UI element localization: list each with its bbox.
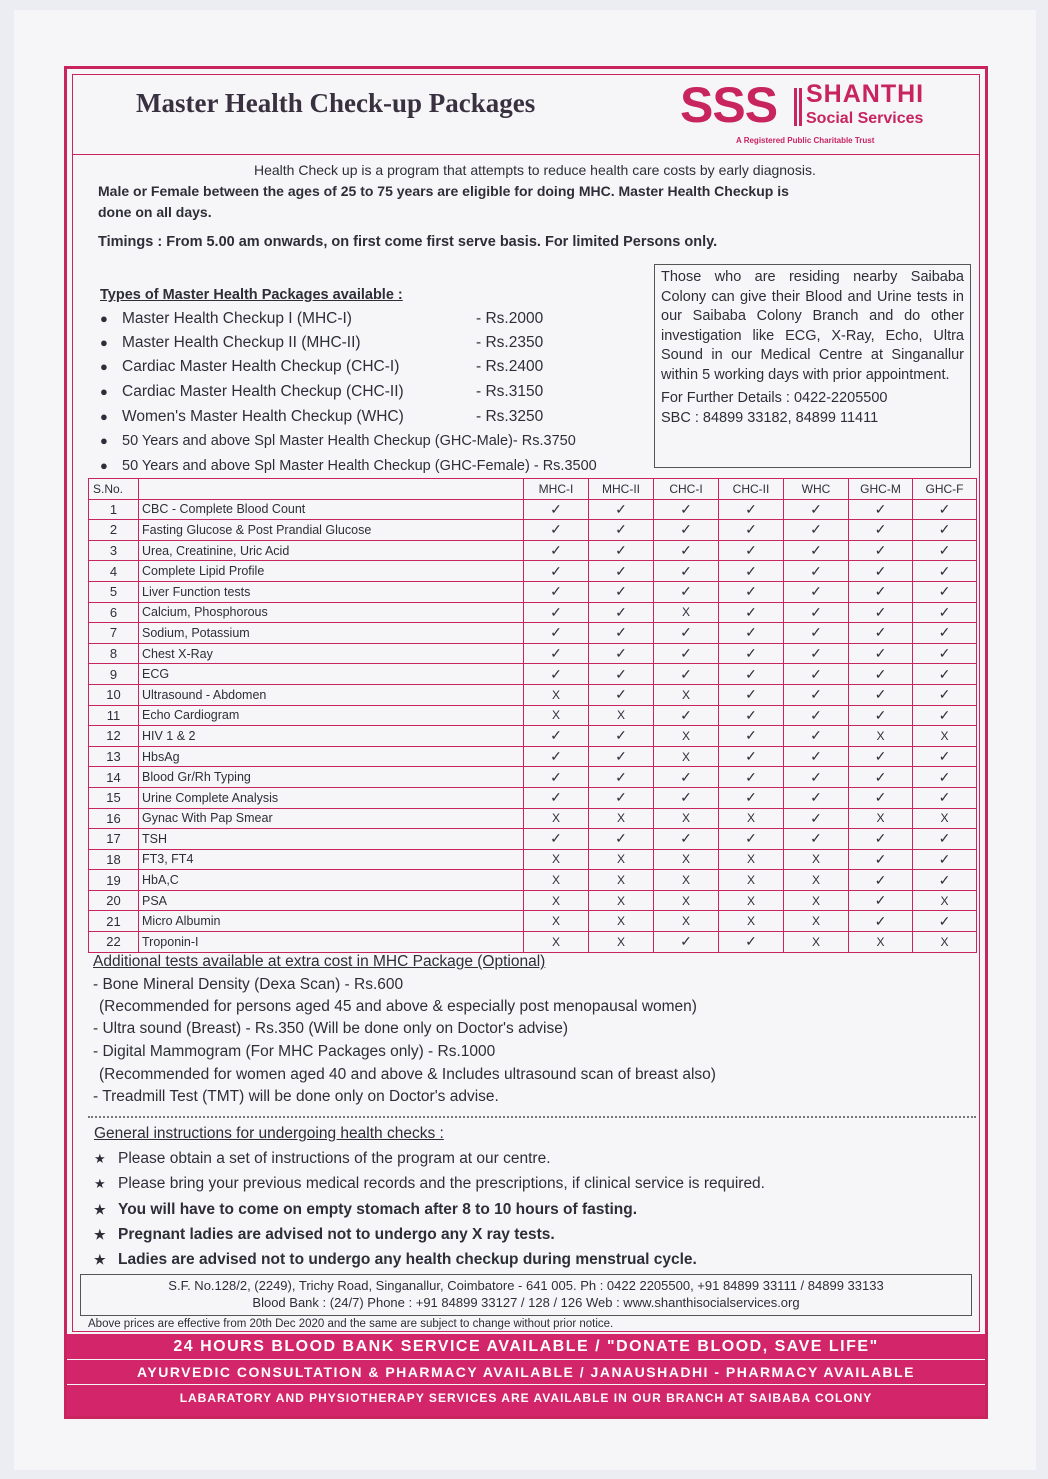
row-number: 9	[89, 664, 139, 685]
check-mark-icon: ✓	[589, 684, 654, 705]
package-item: ● Master Health Checkup I (MHC-I) - Rs.2000	[100, 310, 544, 327]
check-mark-icon: ✓	[913, 705, 977, 726]
dotted-divider	[88, 1116, 976, 1118]
check-mark-icon: ✓	[784, 520, 849, 541]
cross-mark-icon: X	[849, 726, 913, 747]
test-name: Chest X-Ray	[139, 643, 524, 664]
additional-test-line: - Digital Mammogram (For MHC Packages only) - Rs.1000	[93, 1043, 496, 1060]
table-row	[89, 890, 977, 911]
bullet-dot-icon: ●	[100, 433, 108, 448]
cross-mark-icon: X	[589, 932, 654, 953]
check-mark-icon: ✓	[849, 499, 913, 520]
check-mark-icon: ✓	[913, 499, 977, 520]
cross-mark-icon: X	[654, 849, 719, 870]
check-mark-icon: ✓	[784, 499, 849, 520]
table-row	[89, 726, 977, 747]
check-mark-icon: ✓	[654, 664, 719, 685]
intro-line: done on all days.	[98, 204, 212, 220]
check-mark-icon: ✓	[524, 602, 589, 623]
check-mark-icon: ✓	[524, 726, 589, 747]
cross-mark-icon: X	[654, 602, 719, 623]
table-row	[89, 787, 977, 808]
check-mark-icon: ✓	[913, 911, 977, 932]
check-mark-icon: ✓	[913, 520, 977, 541]
cross-mark-icon: X	[654, 684, 719, 705]
header-divider	[72, 154, 980, 155]
additional-test-line: - Treadmill Test (TMT) will be done only on Doctor's advise.	[93, 1088, 499, 1105]
check-mark-icon: ✓	[524, 623, 589, 644]
star-icon: ★	[94, 1252, 106, 1267]
column-header: CHC-I	[654, 479, 719, 500]
test-name: Blood Gr/Rh Typing	[139, 767, 524, 788]
check-mark-icon: ✓	[913, 684, 977, 705]
intro-paragraph	[98, 160, 968, 223]
check-mark-icon: ✓	[849, 890, 913, 911]
test-name: Complete Lipid Profile	[139, 561, 524, 582]
check-mark-icon: ✓	[654, 932, 719, 953]
cross-mark-icon: X	[524, 808, 589, 829]
intro-line: Male or Female between the ages of 25 to 75 years are eligible for doing MHC. Master Health Checkup is	[98, 183, 789, 199]
check-mark-icon: ✓	[784, 643, 849, 664]
row-number: 11	[89, 705, 139, 726]
bullet-dot-icon: ●	[100, 384, 108, 399]
check-mark-icon: ✓	[784, 705, 849, 726]
test-name: HIV 1 & 2	[139, 726, 524, 747]
cross-mark-icon: X	[524, 911, 589, 932]
cross-mark-icon: X	[654, 726, 719, 747]
general-instructions-heading: General instructions for undergoing health checks :	[94, 1125, 444, 1142]
cross-mark-icon: X	[654, 911, 719, 932]
check-mark-icon: ✓	[719, 705, 784, 726]
package-item: ● Master Health Checkup II (MHC-II) - Rs.2350	[100, 334, 544, 351]
test-name: ECG	[139, 664, 524, 685]
additional-test-line: - Ultra sound (Breast) - Rs.350 (Will be done only on Doctor's advise)	[93, 1020, 569, 1037]
star-icon: ★	[94, 1176, 106, 1191]
package-price: - Rs.3250	[476, 408, 544, 425]
check-mark-icon: ✓	[654, 520, 719, 541]
cross-mark-icon: X	[719, 870, 784, 891]
row-number: 19	[89, 870, 139, 891]
table-row	[89, 540, 977, 561]
check-mark-icon: ✓	[719, 767, 784, 788]
price-notice: Above prices are effective from 20th Dec 2020 and the same are subject to change without prior notice.	[88, 1318, 614, 1330]
row-number: 3	[89, 540, 139, 561]
check-mark-icon: ✓	[524, 581, 589, 602]
table-row	[89, 602, 977, 623]
check-mark-icon: ✓	[719, 643, 784, 664]
row-number: 22	[89, 932, 139, 953]
column-header: GHC-F	[913, 479, 977, 500]
bullet-dot-icon: ●	[100, 311, 108, 326]
cross-mark-icon: X	[654, 808, 719, 829]
table-header-row	[89, 479, 977, 500]
row-number: 18	[89, 849, 139, 870]
check-mark-icon: ✓	[784, 787, 849, 808]
check-mark-icon: ✓	[654, 540, 719, 561]
additional-tests-heading: Additional tests available at extra cost in MHC Package (Optional)	[93, 953, 546, 970]
check-mark-icon: ✓	[784, 746, 849, 767]
check-mark-icon: ✓	[589, 787, 654, 808]
cross-mark-icon: X	[654, 890, 719, 911]
table-row	[89, 849, 977, 870]
table-row	[89, 561, 977, 582]
check-mark-icon: ✓	[589, 602, 654, 623]
check-mark-icon: ✓	[589, 623, 654, 644]
table-row	[89, 808, 977, 829]
cross-mark-icon: X	[524, 705, 589, 726]
check-mark-icon: ✓	[849, 767, 913, 788]
check-mark-icon: ✓	[849, 829, 913, 850]
check-mark-icon: ✓	[654, 829, 719, 850]
check-mark-icon: ✓	[589, 664, 654, 685]
package-item: ● Cardiac Master Health Checkup (CHC-II) - Rs.3150	[100, 383, 544, 400]
bullet-dot-icon: ●	[100, 458, 108, 473]
additional-test-line: (Recommended for persons aged 45 and above & especially post menopausal women)	[99, 998, 697, 1015]
check-mark-icon: ✓	[719, 684, 784, 705]
check-mark-icon: ✓	[524, 787, 589, 808]
additional-test-line: (Recommended for women aged 40 and above & Includes ultrasound scan of breast also)	[99, 1066, 716, 1083]
bullet-dot-icon: ●	[100, 359, 108, 374]
check-mark-icon: ✓	[784, 602, 849, 623]
logo-bar	[794, 88, 797, 126]
check-mark-icon: ✓	[849, 623, 913, 644]
test-name: Urine Complete Analysis	[139, 787, 524, 808]
bullet-dot-icon: ●	[100, 409, 108, 424]
check-mark-icon: ✓	[849, 561, 913, 582]
test-name: FT3, FT4	[139, 849, 524, 870]
cross-mark-icon: X	[913, 890, 977, 911]
test-name: TSH	[139, 829, 524, 850]
check-mark-icon: ✓	[719, 499, 784, 520]
package-price: - Rs.3150	[476, 383, 544, 400]
logo-subtitle: Social Services	[806, 110, 924, 127]
sbc-contact: SBC : 84899 33182, 84899 11411	[661, 409, 879, 426]
package-item: ● Cardiac Master Health Checkup (CHC-I) - Rs.2400	[100, 358, 544, 375]
packages-heading: Types of Master Health Packages available :	[100, 287, 403, 303]
check-mark-icon: ✓	[849, 911, 913, 932]
row-number: 15	[89, 787, 139, 808]
further-details: For Further Details : 0422-2205500	[661, 390, 888, 406]
cross-mark-icon: X	[784, 849, 849, 870]
check-mark-icon: ✓	[784, 561, 849, 582]
test-name: Fasting Glucose & Post Prandial Glucose	[139, 520, 524, 541]
test-name: Ultrasound - Abdomen	[139, 684, 524, 705]
check-mark-icon: ✓	[849, 684, 913, 705]
star-icon: ★	[94, 1227, 106, 1242]
check-mark-icon: ✓	[524, 746, 589, 767]
logo	[680, 78, 970, 148]
test-name: PSA	[139, 890, 524, 911]
check-mark-icon: ✓	[784, 726, 849, 747]
check-mark-icon: ✓	[589, 520, 654, 541]
row-number: 10	[89, 684, 139, 705]
cross-mark-icon: X	[719, 808, 784, 829]
check-mark-icon: ✓	[589, 643, 654, 664]
cross-mark-icon: X	[849, 932, 913, 953]
timings-note: Timings : From 5.00 am onwards, on first come first serve basis. For limited Persons only.	[98, 234, 718, 250]
bullet-dot-icon: ●	[100, 335, 108, 350]
table-row	[89, 911, 977, 932]
check-mark-icon: ✓	[913, 767, 977, 788]
check-mark-icon: ✓	[589, 746, 654, 767]
logo-name: SHANTHI	[806, 80, 925, 108]
laboratory-banner: LABARATORY AND PHYSIOTHERAPY SERVICES ARE AVAILABLE IN OUR BRANCH AT SAIBABA COLONY	[67, 1385, 985, 1416]
cross-mark-icon: X	[784, 890, 849, 911]
check-mark-icon: ✓	[849, 870, 913, 891]
row-number: 1	[89, 499, 139, 520]
logo-trust-line: A Registered Public Charitable Trust	[736, 136, 875, 145]
table-row	[89, 684, 977, 705]
package-price: - Rs.2000	[476, 310, 544, 327]
check-mark-icon: ✓	[849, 602, 913, 623]
table-body	[89, 499, 977, 952]
instruction-item: ★ Please obtain a set of instructions of the program at our centre.	[94, 1150, 551, 1167]
check-mark-icon: ✓	[913, 870, 977, 891]
check-mark-icon: ✓	[589, 499, 654, 520]
test-name: Sodium, Potassium	[139, 623, 524, 644]
column-header: MHC-I	[524, 479, 589, 500]
test-name: HbsAg	[139, 746, 524, 767]
test-header	[139, 479, 524, 500]
table-row	[89, 746, 977, 767]
cross-mark-icon: X	[849, 808, 913, 829]
check-mark-icon: ✓	[913, 602, 977, 623]
check-mark-icon: ✓	[849, 849, 913, 870]
cross-mark-icon: X	[913, 932, 977, 953]
test-name: CBC - Complete Blood Count	[139, 499, 524, 520]
row-number: 16	[89, 808, 139, 829]
check-mark-icon: ✓	[589, 561, 654, 582]
ayurvedic-banner: AYURVEDIC CONSULTATION & PHARMACY AVAILABLE / JANAUSHADHI - PHARMACY AVAILABLE	[67, 1360, 985, 1384]
check-mark-icon: ✓	[784, 829, 849, 850]
check-mark-icon: ✓	[719, 561, 784, 582]
blood-bank-line: Blood Bank : (24/7) Phone : +91 84899 33127 / 128 / 126 Web : www.shanthisocialservices.org	[252, 1295, 800, 1310]
package-item: ● 50 Years and above Spl Master Health Checkup (GHC-Female) - Rs.3500	[100, 458, 597, 474]
branch-info-text: Those who are residing nearby Saibaba Colony can give their Blood and Urine tests in our Saibaba Colony Branch and do other investigation like ECG, X-Ray, Echo, Ultra Sound in our Medical Centre at Singanallur within 5 working days with prior appointment.	[661, 269, 964, 383]
check-mark-icon: ✓	[913, 561, 977, 582]
check-mark-icon: ✓	[524, 643, 589, 664]
test-name: Micro Albumin	[139, 911, 524, 932]
row-number: 7	[89, 623, 139, 644]
check-mark-icon: ✓	[719, 602, 784, 623]
cross-mark-icon: X	[589, 705, 654, 726]
check-mark-icon: ✓	[784, 808, 849, 829]
cross-mark-icon: X	[784, 870, 849, 891]
cross-mark-icon: X	[524, 870, 589, 891]
row-number: 21	[89, 911, 139, 932]
row-number: 6	[89, 602, 139, 623]
table-row	[89, 520, 977, 541]
check-mark-icon: ✓	[589, 540, 654, 561]
check-mark-icon: ✓	[849, 540, 913, 561]
test-name: Troponin-I	[139, 932, 524, 953]
check-mark-icon: ✓	[719, 623, 784, 644]
row-number: 20	[89, 890, 139, 911]
column-header: CHC-II	[719, 479, 784, 500]
check-mark-icon: ✓	[784, 684, 849, 705]
check-mark-icon: ✓	[524, 664, 589, 685]
cross-mark-icon: X	[524, 890, 589, 911]
table-row	[89, 643, 977, 664]
row-number: 17	[89, 829, 139, 850]
cross-mark-icon: X	[719, 890, 784, 911]
cross-mark-icon: X	[589, 870, 654, 891]
table-row	[89, 932, 977, 953]
check-mark-icon: ✓	[849, 787, 913, 808]
cross-mark-icon: X	[524, 684, 589, 705]
check-mark-icon: ✓	[913, 829, 977, 850]
cross-mark-icon: X	[913, 726, 977, 747]
check-mark-icon: ✓	[849, 581, 913, 602]
check-mark-icon: ✓	[849, 664, 913, 685]
check-mark-icon: ✓	[849, 643, 913, 664]
check-mark-icon: ✓	[719, 726, 784, 747]
cross-mark-icon: X	[589, 911, 654, 932]
table-row	[89, 705, 977, 726]
check-mark-icon: ✓	[849, 705, 913, 726]
check-mark-icon: ✓	[719, 664, 784, 685]
check-mark-icon: ✓	[784, 623, 849, 644]
package-price: - Rs.2350	[476, 334, 544, 351]
row-number: 8	[89, 643, 139, 664]
address-line: S.F. No.128/2, (2249), Trichy Road, Singanallur, Coimbatore - 641 005. Ph : 0422 2205500, +91 84899 33111 / 84899 33133	[168, 1278, 884, 1293]
check-mark-icon: ✓	[719, 746, 784, 767]
check-mark-icon: ✓	[589, 581, 654, 602]
cross-mark-icon: X	[654, 746, 719, 767]
row-number: 2	[89, 520, 139, 541]
row-number: 4	[89, 561, 139, 582]
check-mark-icon: ✓	[913, 540, 977, 561]
check-mark-icon: ✓	[589, 767, 654, 788]
cross-mark-icon: X	[589, 808, 654, 829]
check-mark-icon: ✓	[589, 726, 654, 747]
additional-test-line: - Bone Mineral Density (Dexa Scan) - Rs.600	[93, 976, 404, 993]
column-header: MHC-II	[589, 479, 654, 500]
column-header: GHC-M	[849, 479, 913, 500]
check-mark-icon: ✓	[654, 623, 719, 644]
check-mark-icon: ✓	[913, 623, 977, 644]
address-box	[80, 1274, 972, 1316]
check-mark-icon: ✓	[784, 581, 849, 602]
cross-mark-icon: X	[589, 849, 654, 870]
instruction-item: ★ You will have to come on empty stomach after 8 to 10 hours of fasting.	[94, 1201, 638, 1218]
star-icon: ★	[94, 1202, 106, 1217]
test-name: HbA,C	[139, 870, 524, 891]
check-mark-icon: ✓	[913, 849, 977, 870]
sno-header: S.No.	[89, 479, 139, 500]
check-mark-icon: ✓	[913, 787, 977, 808]
instruction-item: ★ Please bring your previous medical records and the prescriptions, if clinical service is required.	[94, 1175, 765, 1192]
check-mark-icon: ✓	[849, 746, 913, 767]
logo-bar	[799, 88, 802, 126]
package-item: ● Women's Master Health Checkup (WHC) - Rs.3250	[100, 408, 544, 425]
check-mark-icon: ✓	[719, 540, 784, 561]
check-mark-icon: ✓	[719, 829, 784, 850]
check-mark-icon: ✓	[524, 829, 589, 850]
cross-mark-icon: X	[524, 849, 589, 870]
check-mark-icon: ✓	[524, 561, 589, 582]
check-mark-icon: ✓	[524, 499, 589, 520]
blood-bank-banner: 24 HOURS BLOOD BANK SERVICE AVAILABLE / "DONATE BLOOD, SAVE LIFE"	[67, 1334, 985, 1359]
logo-mark: SSS	[680, 77, 778, 133]
check-mark-icon: ✓	[913, 746, 977, 767]
table-row	[89, 829, 977, 850]
test-name: Gynac With Pap Smear	[139, 808, 524, 829]
package-price: - Rs.2400	[476, 358, 544, 375]
check-mark-icon: ✓	[913, 581, 977, 602]
check-mark-icon: ✓	[524, 540, 589, 561]
test-name: Echo Cardiogram	[139, 705, 524, 726]
cross-mark-icon: X	[654, 870, 719, 891]
table-row	[89, 767, 977, 788]
checkup-matrix-table	[88, 478, 977, 953]
check-mark-icon: ✓	[784, 767, 849, 788]
check-mark-icon: ✓	[784, 540, 849, 561]
cross-mark-icon: X	[784, 932, 849, 953]
table-row	[89, 581, 977, 602]
check-mark-icon: ✓	[913, 643, 977, 664]
check-mark-icon: ✓	[849, 520, 913, 541]
cross-mark-icon: X	[913, 808, 977, 829]
test-name: Urea, Creatinine, Uric Acid	[139, 540, 524, 561]
row-number: 12	[89, 726, 139, 747]
check-mark-icon: ✓	[654, 767, 719, 788]
check-mark-icon: ✓	[654, 581, 719, 602]
cross-mark-icon: X	[784, 911, 849, 932]
check-mark-icon: ✓	[654, 705, 719, 726]
instruction-item: ★ Ladies are advised not to undergo any health checkup during menstrual cycle.	[94, 1251, 697, 1268]
star-icon: ★	[94, 1151, 106, 1166]
intro-line: Health Check up is a program that attempts to reduce health care costs by early diagnosis.	[254, 162, 816, 178]
check-mark-icon: ✓	[654, 643, 719, 664]
row-number: 5	[89, 581, 139, 602]
check-mark-icon: ✓	[524, 767, 589, 788]
table-row	[89, 623, 977, 644]
cross-mark-icon: X	[719, 911, 784, 932]
check-mark-icon: ✓	[719, 520, 784, 541]
check-mark-icon: ✓	[589, 829, 654, 850]
table-row	[89, 499, 977, 520]
check-mark-icon: ✓	[719, 581, 784, 602]
check-mark-icon: ✓	[784, 664, 849, 685]
check-mark-icon: ✓	[524, 520, 589, 541]
cross-mark-icon: X	[524, 932, 589, 953]
package-item: ● 50 Years and above Spl Master Health Checkup (GHC-Male)- Rs.3750	[100, 433, 576, 449]
branch-info-box	[654, 264, 971, 468]
page-title: Master Health Check-up Packages	[136, 88, 536, 118]
instruction-item: ★ Pregnant ladies are advised not to undergo any X ray tests.	[94, 1226, 555, 1243]
cross-mark-icon: X	[719, 849, 784, 870]
cross-mark-icon: X	[589, 890, 654, 911]
row-number: 14	[89, 767, 139, 788]
check-mark-icon: ✓	[719, 932, 784, 953]
check-mark-icon: ✓	[654, 499, 719, 520]
check-mark-icon: ✓	[719, 787, 784, 808]
check-mark-icon: ✓	[654, 787, 719, 808]
test-name: Calcium, Phosphorous	[139, 602, 524, 623]
table-row	[89, 870, 977, 891]
table-row	[89, 664, 977, 685]
check-mark-icon: ✓	[654, 561, 719, 582]
check-mark-icon: ✓	[913, 664, 977, 685]
column-header: WHC	[784, 479, 849, 500]
test-name: Liver Function tests	[139, 581, 524, 602]
row-number: 13	[89, 746, 139, 767]
